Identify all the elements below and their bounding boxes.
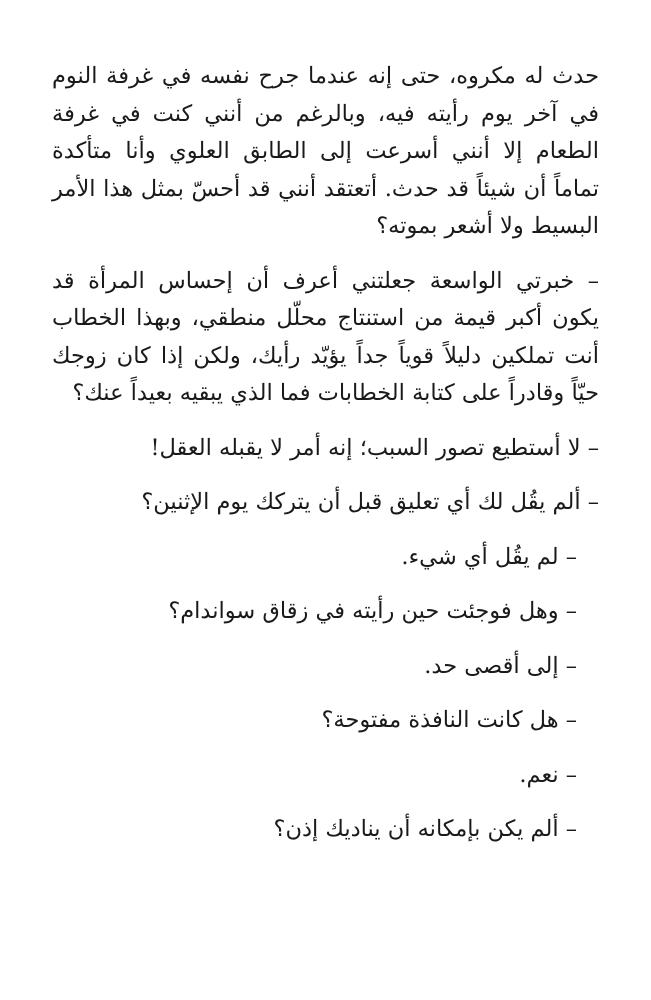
dialogue-line: – ألم يكن بإمكانه أن يناديك إذن؟ — [273, 816, 577, 842]
dialogue-line: – نعم. — [519, 761, 577, 788]
dialogue-line: – خبرتي الواسعة جعلتني أعرف أن إحساس المرأة قد يكون أكبر قيمة من استنتاج محلّل منطقي، وبهذا الخطاب أنت تملكين دليلاً قوياً جداً يؤيّد رأيك، ولكن إذا كان زوجك حيّاً وقادراً على كتابة الخطابات فما الذي يبقيه بعيداً عنك؟ — [52, 267, 599, 406]
book-page — [52, 58, 599, 866]
dialogue-line: – لم يقُل أي شيء. — [401, 543, 577, 570]
dialogue-line: – ألم يقُل لك أي تعليق قبل أن يتركك يوم الإثنين؟ — [141, 489, 599, 515]
narrative-paragraph: حدث له مكروه، حتى إنه عندما جرح نفسه في غرفة النوم في آخر يوم رأيته فيه، وبالرغم من أنني كنت في غرفة الطعام إلا أنني أسرعت إلى الطابق العلوي وأنا متأكدة تماماً أن شيئاً قد حدث. أتعتقد أنني قد أحسّ بمثل هذا الأمر البسيط ولا أشعر بموته؟ — [52, 63, 599, 239]
dialogue-line: – هل كانت النافذة مفتوحة؟ — [321, 707, 577, 733]
dialogue-line: – وهل فوجئت حين رأيته في زقاق سواندام؟ — [168, 598, 577, 624]
dialogue-line: – لا أستطيع تصور السبب؛ إنه أمر لا يقبله العقل! — [150, 434, 599, 461]
dialogue-line: – إلى أقصى حد. — [424, 652, 577, 679]
